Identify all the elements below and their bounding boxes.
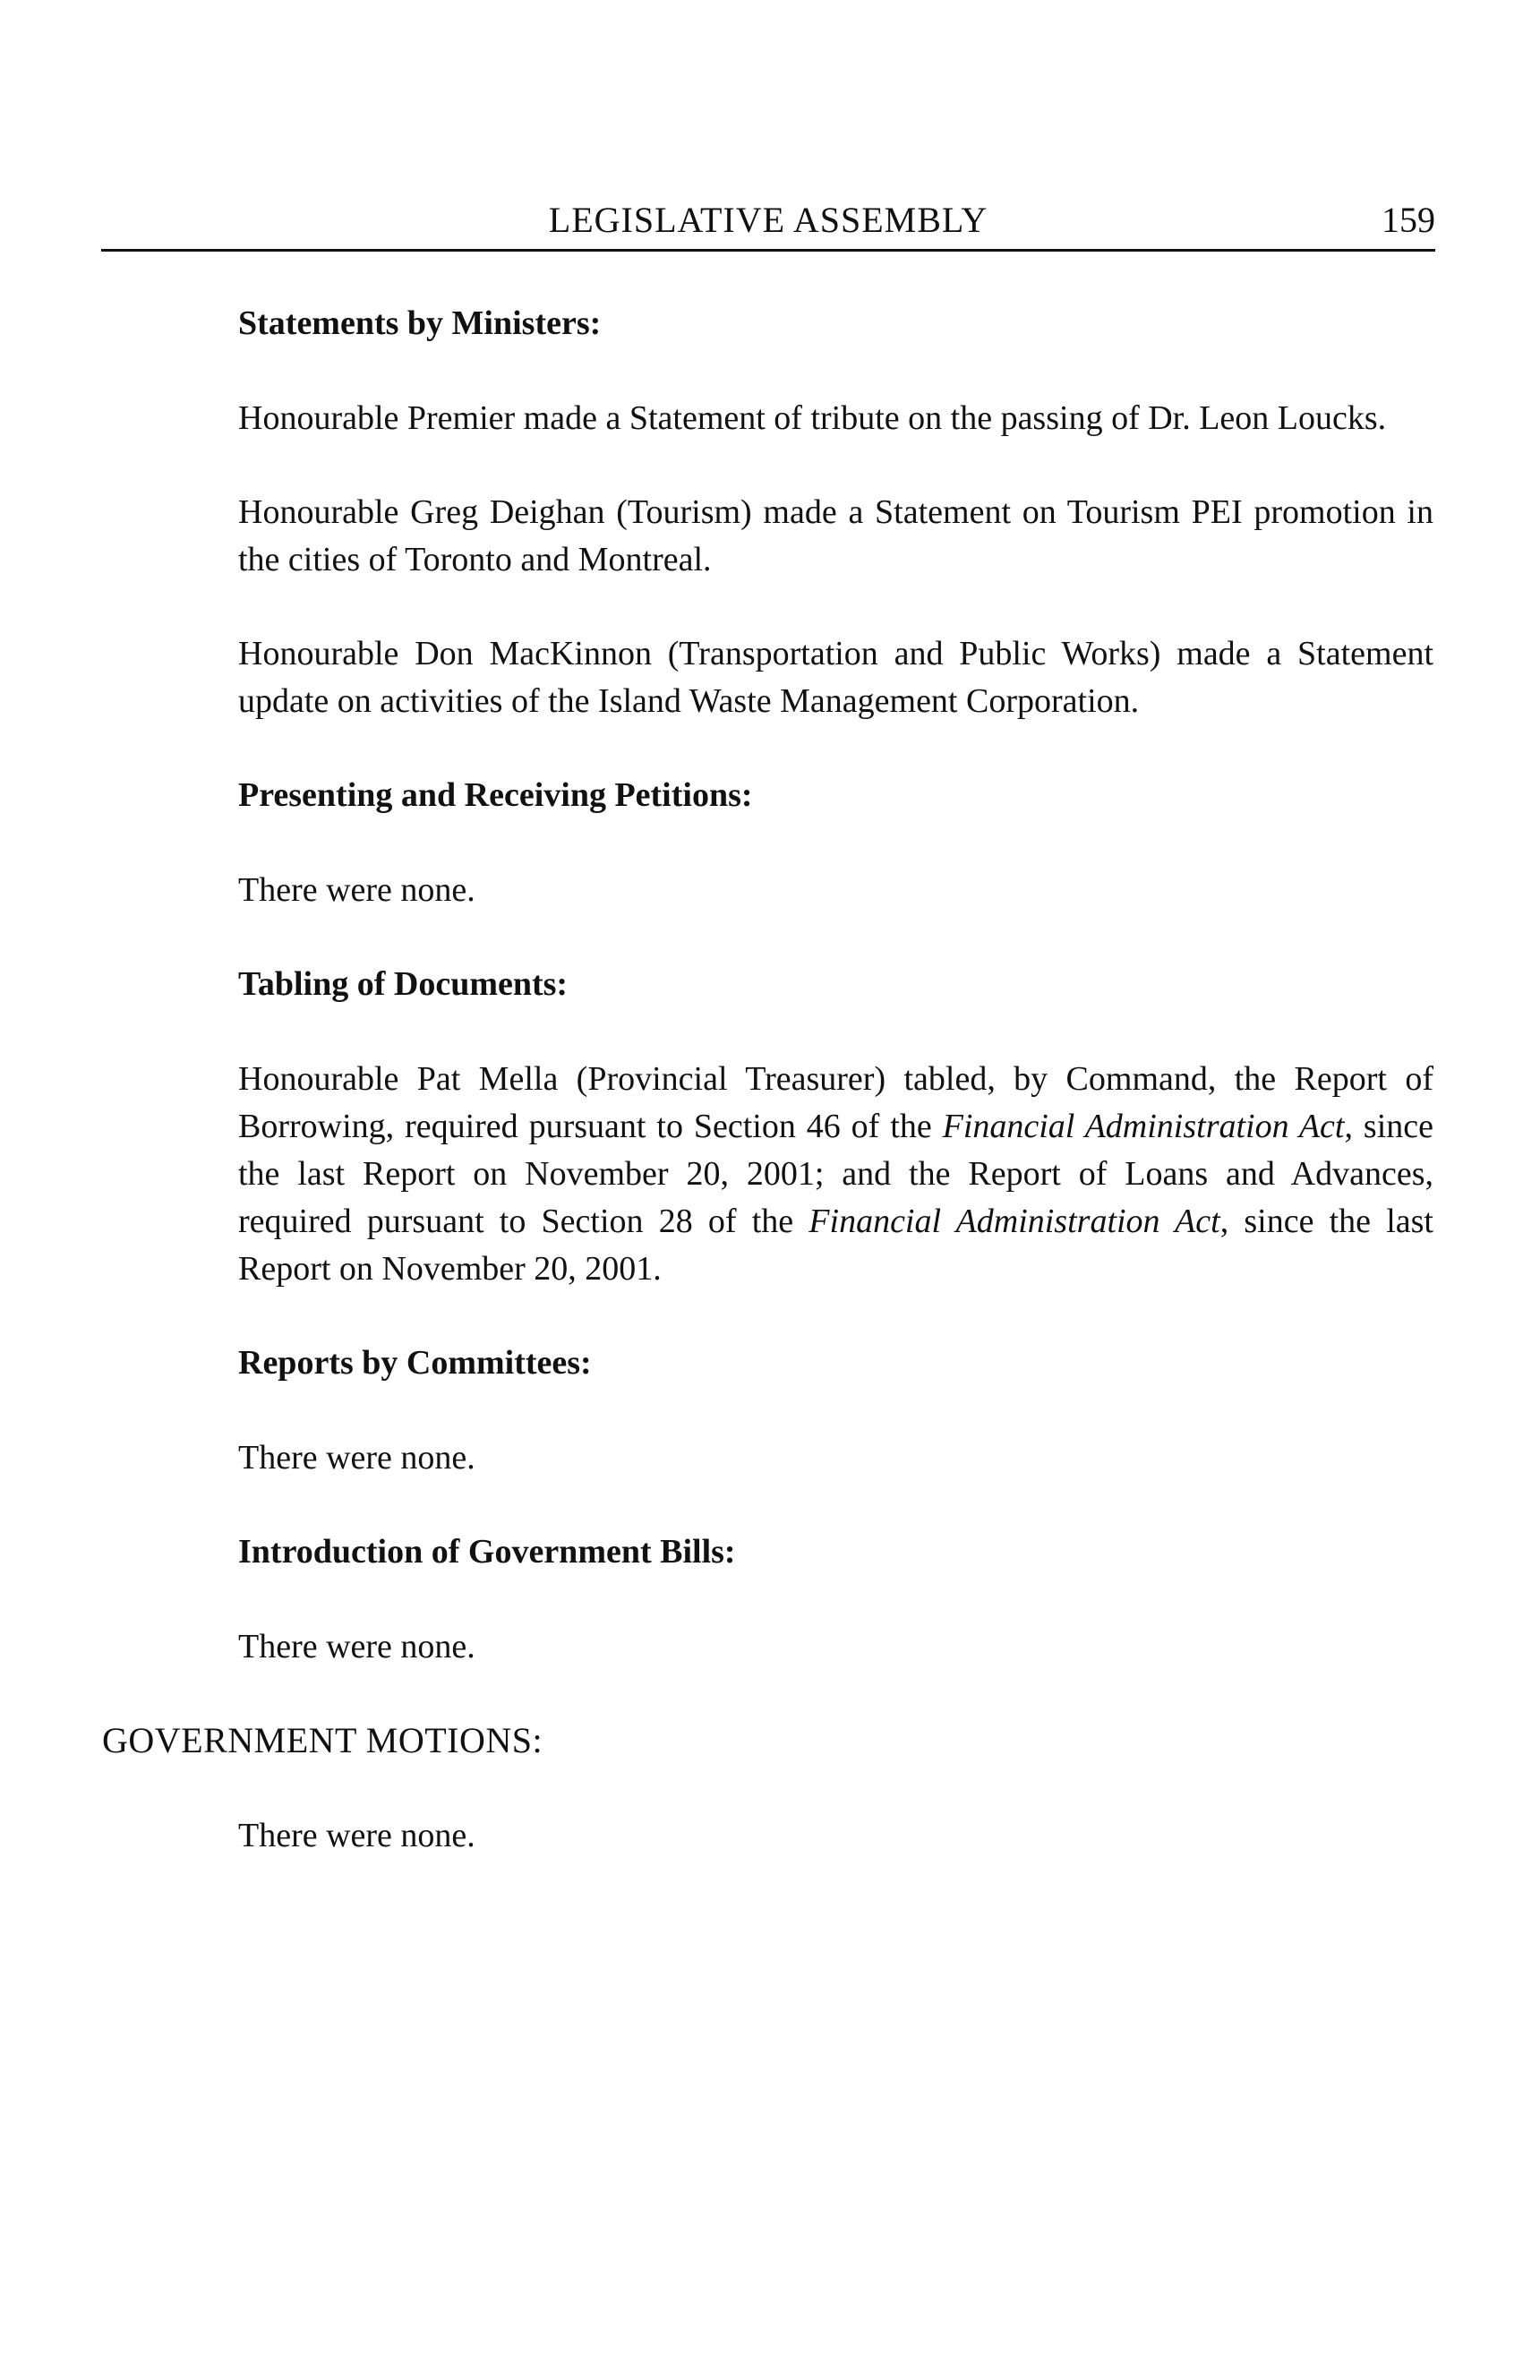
tabling-text-1: Honourable Pat Mella (Provincial Treasurer) tabled, by Command, the Report of Borrowing, required pursuant to Section 46 of the	[238, 1060, 1433, 1145]
header-title: LEGISLATIVE ASSEMBLY	[548, 200, 988, 240]
tabling-act-2: Financial Administration Act	[808, 1203, 1220, 1240]
motions-body: There were none.	[238, 1817, 475, 1854]
bills-body: There were none.	[238, 1628, 475, 1665]
header-rule	[101, 249, 1435, 252]
section-heading-petitions: Presenting and Receiving Petitions:	[238, 776, 753, 814]
section-heading-government-motions: GOVERNMENT MOTIONS:	[102, 1720, 543, 1760]
statement-tourism: Honourable Greg Deighan (Tourism) made a Statement on Tourism PEI promotion in the cities of Toronto and Montreal.	[238, 493, 1433, 578]
tabling-body	[238, 1056, 1433, 1293]
section-heading-bills: Introduction of Government Bills:	[238, 1533, 736, 1571]
section-heading-statements: Statements by Ministers:	[238, 304, 602, 342]
page-number: 159	[1382, 200, 1435, 240]
committees-body: There were none.	[238, 1439, 475, 1477]
tabling-text-2: , since the last Report on November 20, 2001; and the Report of Loans and Advances, required pursuant to Section 28 of the	[238, 1108, 1433, 1240]
tabling-act-1: Financial Administration Act	[942, 1108, 1345, 1145]
section-heading-committees: Reports by Committees:	[238, 1344, 592, 1382]
statement-transportation: Honourable Don MacKinnon (Transportation and Public Works) made a Statement update on activities of the Island Waste Management Corporation.	[238, 635, 1433, 720]
running-header	[101, 199, 1435, 253]
tabling-text-3: , since the last Report on November 20, 2001.	[238, 1203, 1433, 1288]
statement-premier: Honourable Premier made a Statement of tribute on the passing of Dr. Leon Loucks.	[238, 399, 1387, 437]
section-heading-tabling: Tabling of Documents:	[238, 965, 569, 1003]
petitions-body: There were none.	[238, 871, 475, 909]
page-content	[102, 300, 1433, 1860]
